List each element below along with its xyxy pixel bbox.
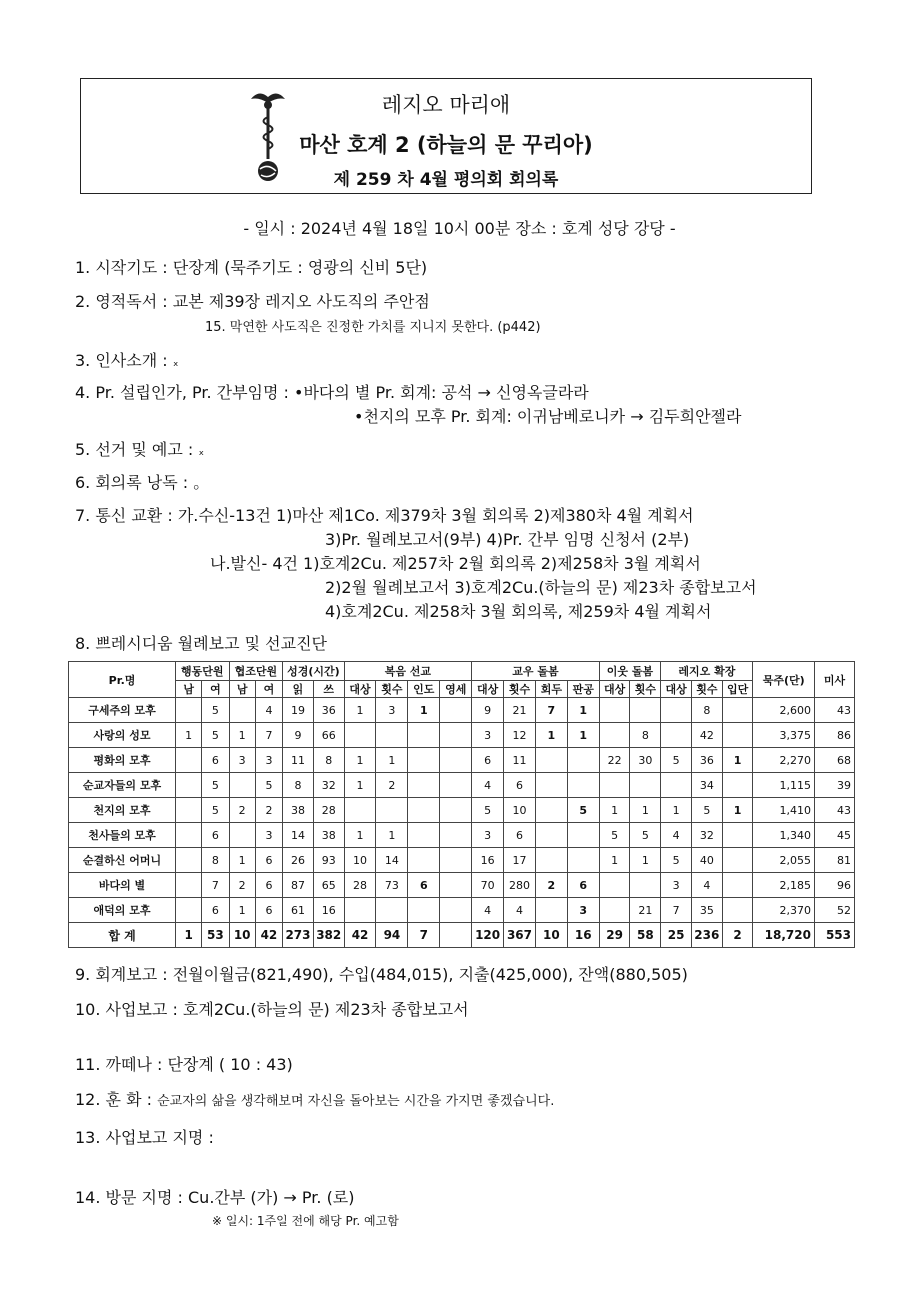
item-5 (75, 437, 204, 460)
table-cell: 5 (630, 823, 661, 848)
pr-name-cell: 바다의 별 (69, 873, 176, 898)
table-cell (176, 773, 202, 798)
table-cell: 3,375 (753, 723, 815, 748)
table-cell: 30 (630, 748, 661, 773)
item-8: 8. 쁘레시디움 월례보고 및 선교진단 (75, 634, 327, 653)
subcol-4: 읽 (283, 681, 314, 698)
table-cell (229, 823, 255, 848)
table-cell (722, 873, 753, 898)
table-cell: 61 (283, 898, 314, 923)
table-cell (176, 898, 202, 923)
table-cell: 4 (504, 898, 536, 923)
table-cell: 8 (630, 723, 661, 748)
table-cell: 1,410 (753, 798, 815, 823)
pr-name-cell: 순교자들의 모후 (69, 773, 176, 798)
table-cell: 68 (814, 748, 854, 773)
table-cell: 5 (472, 798, 504, 823)
item-4: 4. Pr. 설립인가, Pr. 간부임명 : •바다의 별 Pr. 회계: 공석 → 신영옥글라라 (75, 383, 589, 402)
table-cell: 8 (313, 748, 344, 773)
table-cell: 3 (661, 873, 692, 898)
item-3 (75, 348, 179, 371)
table-cell: 367 (504, 923, 536, 948)
table-cell: 6 (202, 898, 229, 923)
table-row (69, 748, 855, 773)
item-12 (75, 1087, 554, 1110)
table-cell: 280 (504, 873, 536, 898)
table-cell (408, 898, 440, 923)
table-cell: 1 (535, 723, 567, 748)
subcol-10: 대상 (472, 681, 504, 698)
table-cell: 16 (567, 923, 599, 948)
item-6: 6. 회의록 낭독 : 。 (75, 473, 210, 492)
table-cell: 120 (472, 923, 504, 948)
table-cell: 35 (691, 898, 722, 923)
table-cell (535, 898, 567, 923)
table-cell (376, 798, 408, 823)
table-cell: 1 (567, 723, 599, 748)
item-14-note: ※ 일시: 1주일 전에 해당 Pr. 예고함 (212, 1214, 399, 1228)
table-cell: 1 (229, 898, 255, 923)
table-cell (567, 773, 599, 798)
table-cell: 9 (283, 723, 314, 748)
subcol-11: 횟수 (504, 681, 536, 698)
table-cell: 73 (376, 873, 408, 898)
table-cell: 8 (283, 773, 314, 798)
table-row (69, 698, 855, 723)
subcol-13: 판공 (567, 681, 599, 698)
table-cell: 25 (661, 923, 692, 948)
table-cell: 5 (255, 773, 282, 798)
table-cell (440, 698, 472, 723)
table-cell: 6 (567, 873, 599, 898)
table-cell (599, 773, 630, 798)
table-cell: 1 (630, 848, 661, 873)
table-cell: 10 (535, 923, 567, 948)
table-cell (408, 773, 440, 798)
table-cell (344, 898, 376, 923)
item-9: 9. 회계보고 : 전월이월금(821,490), 수입(484,015), 지출(425,000), 잔액(880,505) (75, 965, 688, 984)
table-cell (722, 698, 753, 723)
item-13: 13. 사업보고 지명 : (75, 1128, 214, 1147)
table-cell: 7 (535, 698, 567, 723)
pr-name-cell: 구세주의 모후 (69, 698, 176, 723)
table-cell: 93 (313, 848, 344, 873)
subcol-2: 남 (229, 681, 255, 698)
table-cell: 7 (408, 923, 440, 948)
table-cell: 5 (202, 723, 229, 748)
table-cell: 1 (376, 823, 408, 848)
table-cell: 382 (313, 923, 344, 948)
table-cell: 7 (661, 898, 692, 923)
table-cell: 8 (691, 698, 722, 723)
subcol-8: 인도 (408, 681, 440, 698)
table-cell (722, 773, 753, 798)
subcol-5: 쓰 (313, 681, 344, 698)
table-cell (535, 773, 567, 798)
table-cell (440, 823, 472, 848)
table-cell: 26 (283, 848, 314, 873)
table-cell (440, 848, 472, 873)
table-cell: 3 (255, 823, 282, 848)
subcol-7: 횟수 (376, 681, 408, 698)
table-cell (722, 898, 753, 923)
pr-name-cell: 순결하신 어머니 (69, 848, 176, 873)
table-cell: 1 (722, 798, 753, 823)
table-cell: 1 (344, 698, 376, 723)
table-cell: 8 (202, 848, 229, 873)
item-7-sent-3: 4)호계2Cu. 제258차 3월 회의록, 제259차 4월 계획서 (325, 602, 712, 621)
table-cell (722, 723, 753, 748)
table-cell: 38 (313, 823, 344, 848)
table-cell: 6 (202, 748, 229, 773)
table-row (69, 823, 855, 848)
table-cell: 96 (814, 873, 854, 898)
table-cell: 5 (661, 848, 692, 873)
table-cell: 3 (472, 823, 504, 848)
pr-name-cell: 천지의 모후 (69, 798, 176, 823)
table-cell: 553 (814, 923, 854, 948)
subcol-12: 회두 (535, 681, 567, 698)
table-cell (535, 823, 567, 848)
table-cell (599, 698, 630, 723)
header-meeting: 제 259 차 4월 평의회 회의록 (333, 170, 559, 190)
item-7: 7. 통신 교환 : 가.수신-13건 1)마산 제1Co. 제379차 3월 회의록 2)제380차 4월 계획서 (75, 506, 694, 525)
col-pr-name: Pr.명 (69, 662, 176, 698)
table-cell: 6 (472, 748, 504, 773)
table-cell: 1 (408, 698, 440, 723)
subcol-16: 대상 (661, 681, 692, 698)
table-cell (567, 748, 599, 773)
table-cell: 7 (202, 873, 229, 898)
table-cell: 273 (283, 923, 314, 948)
table-cell: 1 (176, 723, 202, 748)
subcol-9: 영세 (440, 681, 472, 698)
subcol-3: 여 (255, 681, 282, 698)
table-cell: 36 (313, 698, 344, 723)
table-cell: 1 (567, 698, 599, 723)
table-cell: 29 (599, 923, 630, 948)
item-2: 2. 영적독서 : 교본 제39장 레지오 사도직의 주안점 (75, 292, 430, 311)
table-cell: 12 (504, 723, 536, 748)
table-cell: 34 (691, 773, 722, 798)
table-cell: 14 (376, 848, 408, 873)
header-title: 레지오 마리애 (381, 93, 511, 117)
col-legion-expansion: 레지오 확장 (661, 662, 753, 681)
table-cell: 21 (630, 898, 661, 923)
table-cell: 28 (313, 798, 344, 823)
table-cell: 2,270 (753, 748, 815, 773)
item-7-sent: 나.발신- 4건 1)호계2Cu. 제257차 2월 회의록 2)제258차 3월 계획서 (210, 554, 701, 573)
table-header-groups (69, 662, 855, 681)
table-cell: 94 (376, 923, 408, 948)
item-5-mark: ₓ (198, 444, 205, 459)
table-cell (440, 723, 472, 748)
item-1: 1. 시작기도 : 단장계 (묵주기도 : 영광의 신비 5단) (75, 258, 428, 277)
subcol-0: 남 (176, 681, 202, 698)
table-cell (722, 848, 753, 873)
table-cell: 6 (255, 873, 282, 898)
table-row (69, 723, 855, 748)
table-cell: 58 (630, 923, 661, 948)
table-cell: 2,185 (753, 873, 815, 898)
table-cell: 2 (229, 798, 255, 823)
table-cell: 65 (313, 873, 344, 898)
table-cell: 4 (255, 698, 282, 723)
table-cell: 1 (229, 723, 255, 748)
table-cell (376, 723, 408, 748)
table-total-row (69, 923, 855, 948)
table-cell: 6 (408, 873, 440, 898)
table-row (69, 848, 855, 873)
table-cell: 3 (229, 748, 255, 773)
table-cell: 32 (313, 773, 344, 798)
table-cell (408, 748, 440, 773)
table-cell: 39 (814, 773, 854, 798)
table-cell (661, 773, 692, 798)
table-cell: 10 (504, 798, 536, 823)
table-cell (567, 823, 599, 848)
table-cell: 4 (472, 773, 504, 798)
table-cell: 2,370 (753, 898, 815, 923)
table-cell: 22 (599, 748, 630, 773)
item-14: 14. 방문 지명 : Cu.간부 (가) → Pr. (로) (75, 1188, 355, 1207)
table-cell (176, 798, 202, 823)
table-cell: 1 (176, 923, 202, 948)
table-cell: 87 (283, 873, 314, 898)
table-cell: 28 (344, 873, 376, 898)
table-cell (535, 748, 567, 773)
subcol-15: 횟수 (630, 681, 661, 698)
item-7-sent-2: 2)2월 월례보고서 3)호계2Cu.(하늘의 문) 제23차 종합보고서 (325, 578, 757, 597)
table-cell (176, 698, 202, 723)
table-cell: 3 (567, 898, 599, 923)
table-cell: 1 (376, 748, 408, 773)
table-cell (229, 698, 255, 723)
table-cell (440, 748, 472, 773)
date-location-line: - 일시 : 2024년 4월 18일 10시 00분 장소 : 호계 성당 강당 - (243, 219, 676, 238)
header-subtitle: 마산 호계 2 (하늘의 문 꾸리아) (299, 133, 593, 157)
table-cell: 11 (504, 748, 536, 773)
table-cell: 5 (567, 798, 599, 823)
table-cell (176, 873, 202, 898)
table-cell: 5 (202, 798, 229, 823)
col-auxiliary: 협조단원 (229, 662, 283, 681)
table-row (69, 873, 855, 898)
table-cell: 1 (229, 848, 255, 873)
table-cell: 53 (202, 923, 229, 948)
table-cell: 6 (504, 823, 536, 848)
item-12-label: 12. 훈 화 : (75, 1090, 153, 1109)
table-cell: 1 (630, 798, 661, 823)
col-neighbor-care: 이웃 돌봄 (599, 662, 661, 681)
subcol-17: 횟수 (691, 681, 722, 698)
table-cell: 1 (344, 773, 376, 798)
table-cell: 42 (691, 723, 722, 748)
table-cell: 36 (691, 748, 722, 773)
table-cell: 66 (313, 723, 344, 748)
table-cell: 5 (202, 698, 229, 723)
table-cell: 18,720 (753, 923, 815, 948)
table-cell: 4 (661, 823, 692, 848)
table-cell: 42 (255, 923, 282, 948)
table-cell: 1 (661, 798, 692, 823)
table-cell (661, 698, 692, 723)
subcol-18: 입단 (722, 681, 753, 698)
table-cell (408, 823, 440, 848)
table-cell (408, 798, 440, 823)
subcol-6: 대상 (344, 681, 376, 698)
table-cell (440, 898, 472, 923)
pr-name-cell: 합 계 (69, 923, 176, 948)
table-cell (408, 723, 440, 748)
table-cell: 52 (814, 898, 854, 923)
table-cell (440, 773, 472, 798)
subcol-14: 대상 (599, 681, 630, 698)
table-cell: 81 (814, 848, 854, 873)
table-cell (408, 848, 440, 873)
table-cell: 2,600 (753, 698, 815, 723)
table-cell (630, 773, 661, 798)
table-cell (599, 723, 630, 748)
header-box (80, 78, 812, 194)
table-cell: 2 (255, 798, 282, 823)
table-header-sub (69, 681, 855, 698)
col-evangelization: 복음 선교 (344, 662, 472, 681)
table-cell: 236 (691, 923, 722, 948)
table-cell (630, 698, 661, 723)
table-cell: 14 (283, 823, 314, 848)
table-cell (176, 848, 202, 873)
table-cell: 5 (661, 748, 692, 773)
table-cell (344, 723, 376, 748)
table-cell: 32 (691, 823, 722, 848)
table-cell (229, 773, 255, 798)
table-cell: 9 (472, 698, 504, 723)
table-cell (440, 798, 472, 823)
table-cell: 43 (814, 798, 854, 823)
table-cell: 5 (691, 798, 722, 823)
table-row (69, 898, 855, 923)
monthly-report-table (68, 661, 855, 948)
table-cell: 2,055 (753, 848, 815, 873)
table-cell (661, 723, 692, 748)
table-cell: 2 (722, 923, 753, 948)
table-cell: 4 (691, 873, 722, 898)
table-row (69, 773, 855, 798)
col-rosary: 묵주(단) (753, 662, 815, 698)
table-cell: 70 (472, 873, 504, 898)
table-cell: 10 (229, 923, 255, 948)
table-cell: 5 (599, 823, 630, 848)
table-cell: 42 (344, 923, 376, 948)
table-cell: 16 (472, 848, 504, 873)
table-cell: 1,340 (753, 823, 815, 848)
table-cell (344, 798, 376, 823)
table-cell: 1 (344, 748, 376, 773)
item-7-received-2: 3)Pr. 월례보고서(9부) 4)Pr. 간부 임명 신청서 (2부) (325, 530, 690, 549)
table-cell: 45 (814, 823, 854, 848)
pr-name-cell: 평화의 모후 (69, 748, 176, 773)
table-cell (535, 848, 567, 873)
col-bible: 성경(시간) (283, 662, 345, 681)
table-cell: 38 (283, 798, 314, 823)
table-cell: 2 (376, 773, 408, 798)
table-cell (440, 923, 472, 948)
table-cell: 10 (344, 848, 376, 873)
table-cell: 1,115 (753, 773, 815, 798)
table-cell: 19 (283, 698, 314, 723)
table-cell: 3 (472, 723, 504, 748)
item-3-mark: ₓ (172, 355, 179, 370)
item-12-text: 순교자의 삶을 생각해보며 자신을 돌아보는 시간을 가지면 좋겠습니다. (157, 1094, 555, 1109)
col-parishioner-care: 교우 돌봄 (472, 662, 600, 681)
col-mass: 미사 (814, 662, 854, 698)
subcol-1: 여 (202, 681, 229, 698)
pr-name-cell: 천사들의 모후 (69, 823, 176, 848)
table-cell: 86 (814, 723, 854, 748)
pr-name-cell: 사랑의 성모 (69, 723, 176, 748)
table-cell (599, 873, 630, 898)
table-cell: 43 (814, 698, 854, 723)
table-cell (176, 823, 202, 848)
table-cell: 1 (722, 748, 753, 773)
pr-name-cell: 애덕의 모후 (69, 898, 176, 923)
table-cell: 1 (599, 848, 630, 873)
item-10: 10. 사업보고 : 호계2Cu.(하늘의 문) 제23차 종합보고서 (75, 1000, 469, 1019)
item-3-label: 3. 인사소개 : (75, 351, 168, 370)
item-4-detail: •천지의 모후 Pr. 회계: 이귀남베로니카 → 김두희안젤라 (354, 407, 742, 426)
table-cell (567, 848, 599, 873)
table-body (69, 698, 855, 948)
table-cell: 6 (202, 823, 229, 848)
table-cell: 1 (599, 798, 630, 823)
table-cell (535, 798, 567, 823)
table-cell: 2 (229, 873, 255, 898)
table-cell: 11 (283, 748, 314, 773)
table-cell: 17 (504, 848, 536, 873)
table-cell (176, 748, 202, 773)
table-cell (376, 898, 408, 923)
table-cell: 4 (472, 898, 504, 923)
table-cell: 40 (691, 848, 722, 873)
table-cell (440, 873, 472, 898)
table-cell: 6 (255, 848, 282, 873)
table-cell: 6 (255, 898, 282, 923)
table-cell: 5 (202, 773, 229, 798)
table-cell: 3 (376, 698, 408, 723)
table-cell: 16 (313, 898, 344, 923)
table-cell: 2 (535, 873, 567, 898)
table-cell (722, 823, 753, 848)
table-cell (599, 898, 630, 923)
table-cell: 6 (504, 773, 536, 798)
table-cell: 1 (344, 823, 376, 848)
item-5-label: 5. 선거 및 예고 : (75, 440, 194, 459)
table-cell: 3 (255, 748, 282, 773)
table-cell: 21 (504, 698, 536, 723)
item-11: 11. 까떼나 : 단장계 ( 10 : 43) (75, 1055, 293, 1074)
table-row (69, 798, 855, 823)
item-2-detail: 15. 막연한 사도직은 진정한 가치를 지니지 못한다. (p442) (205, 320, 541, 335)
table-cell: 7 (255, 723, 282, 748)
table-cell (630, 873, 661, 898)
col-active: 행동단원 (176, 662, 230, 681)
